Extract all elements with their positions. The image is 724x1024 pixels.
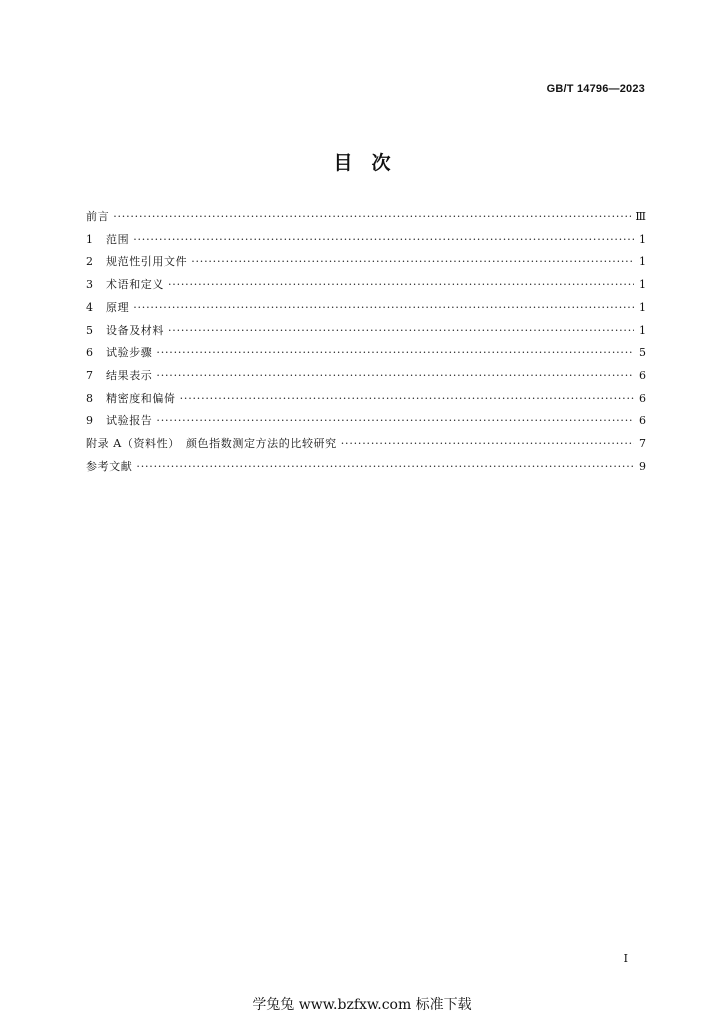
standard-code: GB/T 14796—2023 [546, 83, 645, 95]
toc-entry-principle[interactable] [86, 297, 646, 320]
toc-entry-number: 2 [86, 255, 93, 269]
toc-entry-page: 1 [639, 255, 646, 269]
toc-leader-dots [168, 320, 634, 343]
toc-entry-page: 1 [639, 300, 646, 314]
toc-entry-title: 范围 [106, 232, 130, 246]
toc-entry-title: 试验步骤 [106, 346, 153, 360]
toc-entry-number: 8 [86, 391, 93, 405]
toc-entry-title: 精密度和偏倚 [106, 391, 176, 405]
toc-leader-dots [341, 433, 634, 456]
toc-entry-title: 设备及材料 [106, 323, 164, 337]
toc-entry-number: 6 [86, 346, 93, 360]
toc-entry-test-procedure[interactable] [86, 342, 646, 365]
toc-leader-dots [113, 206, 631, 229]
toc-entry-scope[interactable] [86, 229, 646, 252]
toc-entry-precision-bias[interactable] [86, 388, 646, 411]
toc-entry-page: 7 [639, 437, 646, 451]
toc-entry-title: 原理 [106, 300, 130, 314]
toc-entry-equipment-materials[interactable] [86, 320, 646, 343]
toc-entry-terms-definitions[interactable] [86, 274, 646, 297]
toc-entry-foreword[interactable] [86, 206, 646, 229]
toc-entry-page: 6 [639, 414, 646, 428]
toc-entry-page: 6 [639, 368, 646, 382]
toc-entry-title: 结果表示 [106, 368, 153, 382]
toc-entry-number: 3 [86, 278, 93, 292]
toc-entry-page: Ⅲ [635, 210, 646, 223]
toc-entry-page: 1 [639, 323, 646, 337]
toc-leader-dots [180, 388, 634, 411]
toc-entry-title: 规范性引用文件 [106, 255, 188, 269]
toc-leader-dots [156, 342, 634, 365]
toc-leader-dots [133, 297, 634, 320]
toc-leader-dots [136, 456, 634, 479]
toc-entry-title: 试验报告 [106, 414, 153, 428]
toc-leader-dots [191, 251, 634, 274]
toc-entry-results[interactable] [86, 365, 646, 388]
toc-entry-page: 1 [639, 278, 646, 292]
toc-entry-number: 4 [86, 300, 93, 314]
toc-entry-normative-references[interactable] [86, 251, 646, 274]
toc-leader-dots [156, 365, 634, 388]
toc-entry-title: 附录 A（资料性） 颜色指数测定方法的比较研究 [86, 437, 337, 451]
page-title: 目 次 [333, 152, 391, 174]
toc-entry-number: 9 [86, 414, 93, 428]
toc-entry-page: 1 [639, 232, 646, 246]
toc-entry-title: 参考文献 [86, 459, 133, 473]
toc-entry-bibliography[interactable] [86, 456, 646, 479]
toc-entry-title: 术语和定义 [106, 278, 164, 292]
toc-leader-dots [133, 229, 634, 252]
toc-entry-test-report[interactable] [86, 410, 646, 433]
toc-entry-annex-a[interactable] [86, 433, 646, 456]
footer-watermark: 学兔兔 www.bzfxw.com 标准下载 [252, 997, 472, 1013]
toc-entry-page: 5 [639, 346, 646, 360]
table-of-contents [86, 206, 646, 478]
toc-entry-title: 前言 [86, 210, 110, 223]
toc-entry-number: 1 [86, 232, 93, 246]
toc-entry-number: 7 [86, 368, 93, 382]
toc-leader-dots [156, 410, 634, 433]
toc-entry-page: 6 [639, 391, 646, 405]
toc-entry-page: 9 [639, 459, 646, 473]
page-number: I [623, 952, 628, 965]
toc-leader-dots [168, 274, 634, 297]
toc-entry-number: 5 [86, 323, 93, 337]
